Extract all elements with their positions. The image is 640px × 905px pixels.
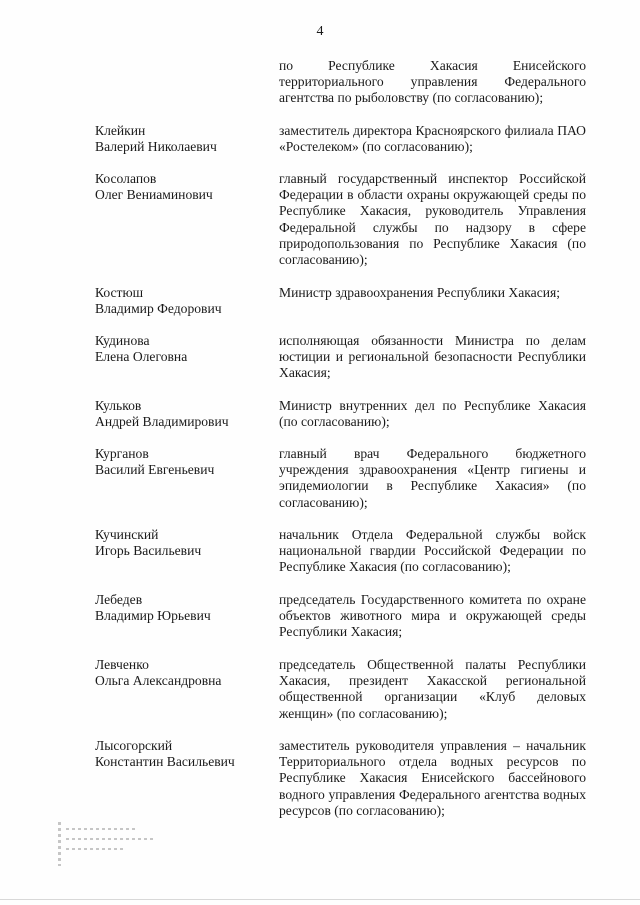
page-number: 4 [316,24,324,39]
member-position: по Республике Хакасия Енисейского территориального управления Федерального агентства по рыболовству (по согласованию); [279,58,586,106]
member-given-names: Елена Олеговна [95,349,188,365]
member-surname: Кудинова [95,333,150,348]
member-given-names: Ольга Александровна [95,673,222,689]
member-given-names: Владимир Федорович [95,301,222,317]
member-name [95,398,270,430]
member-name [95,285,270,317]
page-bottom-edge [0,899,640,900]
member-position: заместитель руководителя управления – начальник Территориального отдела водных ресурсов по Республике Хакасия Енисейского бассейнового водного управления Федерального агентства водных ресурсов (по согласованию); [279,738,586,818]
member-given-names: Владимир Юрьевич [95,608,211,624]
member-name [95,738,270,770]
member-position: председатель Общественной палаты Республики Хакасия, президент Хакасской региональной общественной организации «Клуб деловых женщин» (по согласованию); [279,657,586,721]
member-name [95,123,270,155]
member-name [95,657,270,689]
member-position: начальник Отдела Федеральной службы войск национальной гвардии Российской Федерации по Республике Хакасия (по согласованию); [279,527,586,575]
member-position: главный врач Федерального бюджетного учреждения здравоохранения «Центр гигиены и эпидемиологии в Республике Хакасия» (по согласованию); [279,446,586,510]
member-position: Министр здравоохранения Республики Хакасия; [279,285,561,300]
member-position: главный государственный инспектор Российской Федерации в области охраны окружающей среды по Республике Хакасия, руководитель Управления Федеральной службы по надзору в сфере природопользования по Республике Хакасия (по согласованию); [279,171,586,268]
member-surname: Кучинский [95,527,159,542]
member-surname: Костюш [95,285,144,300]
member-position: исполняющая обязанности Министра по делам юстиции и региональной безопасности Республики Хакасия; [279,333,586,381]
member-given-names: Валерий Николаевич [95,139,217,155]
stamp-line [66,848,126,850]
member-surname: Лебедев [95,592,143,607]
member-name [95,333,270,365]
member-surname: Кульков [95,398,142,413]
member-surname: Клейкин [95,123,146,138]
member-given-names: Игорь Васильевич [95,543,202,559]
member-position: председатель Государственного комитета по охране объектов животного мира и окружающей среды Республики Хакасия; [279,592,586,640]
member-name [95,592,270,624]
member-surname: Левченко [95,657,149,672]
stamp-line [66,838,156,840]
member-position: Министр внутренних дел по Республике Хакасия (по согласованию); [279,398,586,430]
member-surname: Лысогорский [95,738,173,753]
member-given-names: Андрей Владимирович [95,414,229,430]
stamp-line [66,828,136,830]
member-position: заместитель директора Красноярского филиала ПАО «Ростелеком» (по согласованию); [279,123,586,155]
member-given-names: Василий Евгеньевич [95,462,215,478]
member-surname: Косолапов [95,171,157,186]
stamp-edge [58,822,61,866]
member-given-names: Константин Васильевич [95,754,235,770]
member-surname: Курганов [95,446,149,461]
member-name [95,527,270,559]
member-name [95,446,270,478]
faded-registration-stamp [58,822,168,866]
member-given-names: Олег Вениаминович [95,187,213,203]
member-name [95,171,270,203]
